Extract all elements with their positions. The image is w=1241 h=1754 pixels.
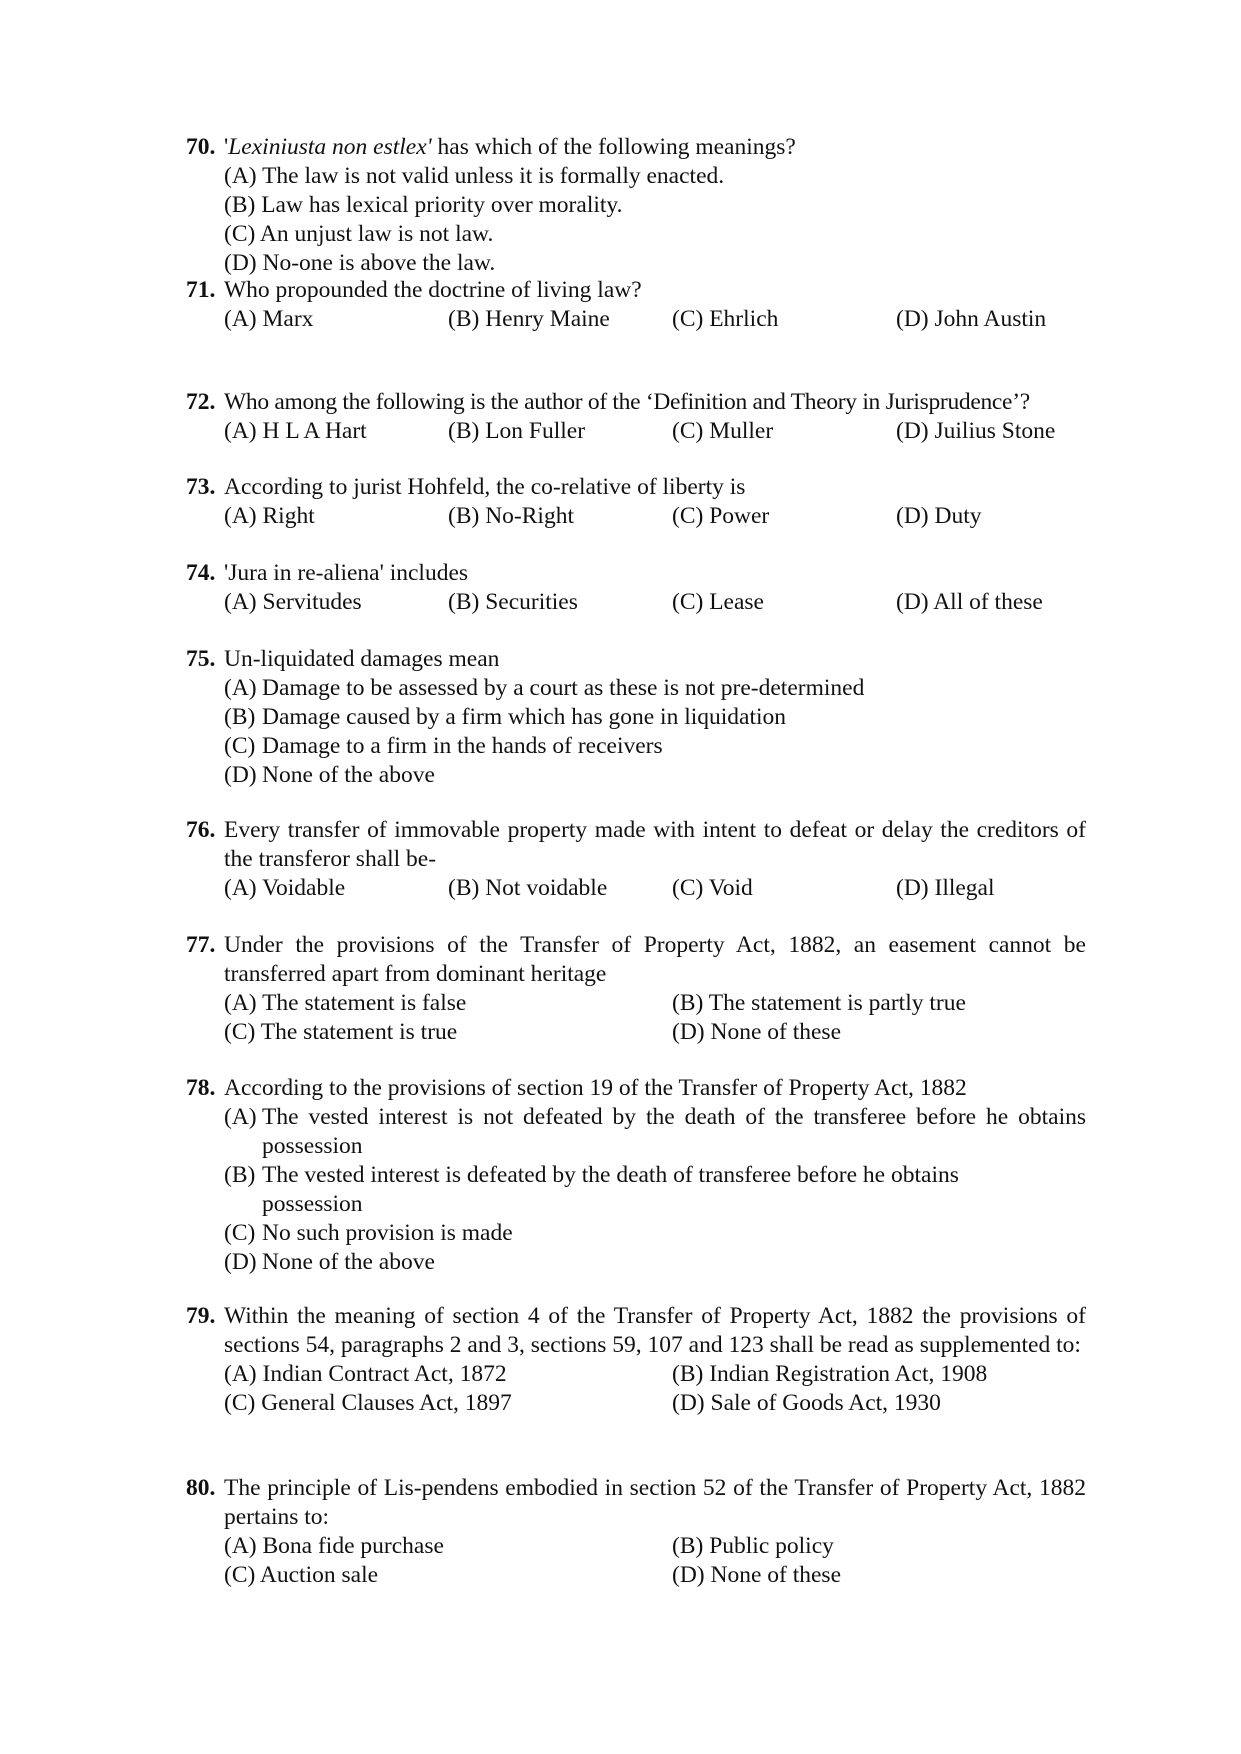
question-73 (186, 473, 1086, 531)
question-stem (186, 133, 1086, 162)
option-c: (C) Muller (672, 418, 774, 444)
option-a (224, 1103, 1086, 1161)
option-b: (B) Public policy (672, 1533, 834, 1559)
option-a: (A) Servitudes (224, 589, 362, 615)
question-80 (186, 1474, 1086, 1590)
option-c: (C) The statement is true (224, 1019, 458, 1045)
option-a: (A) Indian Contract Act, 1872 (224, 1361, 507, 1387)
question-stem (186, 1302, 1086, 1360)
question-number: 78. (186, 1075, 216, 1101)
option-letter: (C) (224, 1220, 256, 1246)
option-letter: (A) (224, 675, 257, 701)
option-d: (D) Illegal (896, 875, 995, 901)
question-79 (186, 1302, 1086, 1418)
option-c: (C) Ehrlich (672, 306, 779, 332)
option-c (224, 1219, 1086, 1248)
option-a: (A) The law is not valid unless it is formally enacted. (224, 163, 725, 189)
question-77 (186, 931, 1086, 1047)
option-a: (A) Right (224, 503, 315, 529)
option-d: (D) Duty (896, 503, 982, 529)
question-text: Within the meaning of section 4 of the Transfer of Property Act, 1882 the provisions of sections 54, paragraphs 2 and 3, sections 59, 107 and 123 shall be read as supplemented to: (224, 1303, 1086, 1358)
question-stem (186, 1474, 1086, 1532)
options-list (224, 1103, 1086, 1277)
option-b: (B) Lon Fuller (448, 418, 586, 444)
question-75 (186, 645, 1086, 790)
question-text: Un-liquidated damages mean (224, 646, 500, 672)
question-stem (186, 931, 1086, 989)
option-letter: (B) (224, 1162, 256, 1188)
options-row (224, 305, 1086, 334)
option-a: (A) The statement is false (224, 990, 467, 1016)
question-number: 74. (186, 560, 216, 586)
option-a: (A) Marx (224, 306, 314, 332)
option-letter: (C) (224, 733, 256, 759)
option-b: (B) Law has lexical priority over morality. (224, 192, 623, 218)
option-b (224, 703, 1086, 732)
question-text: Under the provisions of the Transfer of Property Act, 1882, an easement cannot be transferred apart from dominant heritage (224, 932, 1086, 987)
option-d (224, 761, 1086, 790)
option-b: (B) Not voidable (448, 875, 608, 901)
option-c: (C) Lease (672, 589, 764, 615)
option-b: (B) No-Right (448, 503, 574, 529)
option-text: The vested interest is not defeated by the death of the transferee before he obtains possession (262, 1104, 1086, 1159)
option-text: No such provision is made (262, 1220, 513, 1246)
option-text: Damage to be assessed by a court as these is not pre-determined (262, 675, 865, 701)
question-number: 75. (186, 646, 216, 672)
option-d: (D) John Austin (896, 306, 1047, 332)
question-stem (186, 1074, 1086, 1103)
question-stem (186, 559, 1086, 588)
question-72 (186, 388, 1086, 446)
question-76 (186, 816, 1086, 903)
option-letter: (D) (224, 1249, 257, 1275)
question-71 (186, 276, 1086, 334)
option-text: Damage caused by a firm which has gone in liquidation (262, 704, 787, 730)
question-number: 71. (186, 277, 216, 303)
question-number: 70. (186, 134, 216, 160)
option-d (224, 1248, 1086, 1277)
option-d: (D) No-one is above the law. (224, 250, 496, 276)
option-b: (B) Securities (448, 589, 578, 615)
question-text: Who among the following is the author of the ‘Definition and Theory in Jurisprudence’? (224, 389, 1030, 415)
question-number: 77. (186, 932, 216, 958)
option-text: None of the above (262, 762, 435, 788)
options-grid (224, 989, 1086, 1047)
question-text: The principle of Lis-pendens embodied in section 52 of the Transfer of Property Act, 1882 pertains to: (224, 1475, 1086, 1530)
option-b: (B) Henry Maine (448, 306, 610, 332)
options-row (224, 502, 1086, 531)
option-a: (A) Bona fide purchase (224, 1533, 444, 1559)
option-b: (B) The statement is partly true (672, 990, 966, 1016)
question-stem (186, 645, 1086, 674)
option-c: (C) General Clauses Act, 1897 (224, 1390, 512, 1416)
option-d: (D) None of these (672, 1562, 842, 1588)
option-a: (A) H L A Hart (224, 418, 367, 444)
question-text: 'Jura in re-aliena' includes (224, 560, 469, 586)
option-letter: (B) (224, 704, 256, 730)
options-grid (224, 1360, 1086, 1418)
option-d: (D) None of these (672, 1019, 842, 1045)
option-c: (C) An unjust law is not law. (224, 221, 494, 247)
question-text (224, 133, 1086, 162)
option-text: Damage to a firm in the hands of receivers (262, 733, 663, 759)
option-text: None of the above (262, 1249, 435, 1275)
latin-maxim: Lexiniusta non estlex' (228, 134, 432, 160)
question-stem (186, 816, 1086, 874)
options-row (224, 588, 1086, 617)
option-c: (C) Auction sale (224, 1562, 379, 1588)
options-list (224, 674, 1086, 790)
options-row (224, 417, 1086, 446)
stem-rest: has which of the following meanings? (431, 134, 796, 160)
option-d: (D) Sale of Goods Act, 1930 (672, 1390, 941, 1416)
question-stem (186, 473, 1086, 502)
question-74 (186, 559, 1086, 617)
option-letter: (A) (224, 1104, 257, 1130)
question-stem (186, 388, 1086, 417)
question-text: Who propounded the doctrine of living law? (224, 277, 642, 303)
options-list (224, 162, 1086, 278)
option-a: (A) Voidable (224, 875, 346, 901)
option-a (224, 674, 1086, 703)
option-letter: (D) (224, 762, 257, 788)
option-c: (C) Power (672, 503, 770, 529)
question-text: According to the provisions of section 19 of the Transfer of Property Act, 1882 (224, 1075, 967, 1101)
options-row (224, 874, 1086, 903)
question-number: 80. (186, 1475, 216, 1501)
question-number: 72. (186, 389, 216, 415)
question-number: 79. (186, 1303, 216, 1329)
question-text: According to jurist Hohfeld, the co-relative of liberty is (224, 474, 746, 500)
option-d: (D) Juilius Stone (896, 418, 1056, 444)
question-text: Every transfer of immovable property made with intent to defeat or delay the creditors of the transferor shall be- (224, 817, 1086, 872)
question-number: 73. (186, 474, 216, 500)
option-b (224, 1161, 1086, 1219)
question-70 (186, 133, 1086, 278)
option-b: (B) Indian Registration Act, 1908 (672, 1361, 988, 1387)
question-number: 76. (186, 817, 216, 843)
option-d: (D) All of these (896, 589, 1043, 615)
option-text: The vested interest is defeated by the death of transferee before he obtains possession (262, 1162, 959, 1217)
option-c: (C) Void (672, 875, 753, 901)
options-grid (224, 1532, 1086, 1590)
question-78 (186, 1074, 1086, 1277)
question-stem (186, 276, 1086, 305)
stem-prefix: ' (224, 134, 229, 160)
option-c (224, 732, 1086, 761)
